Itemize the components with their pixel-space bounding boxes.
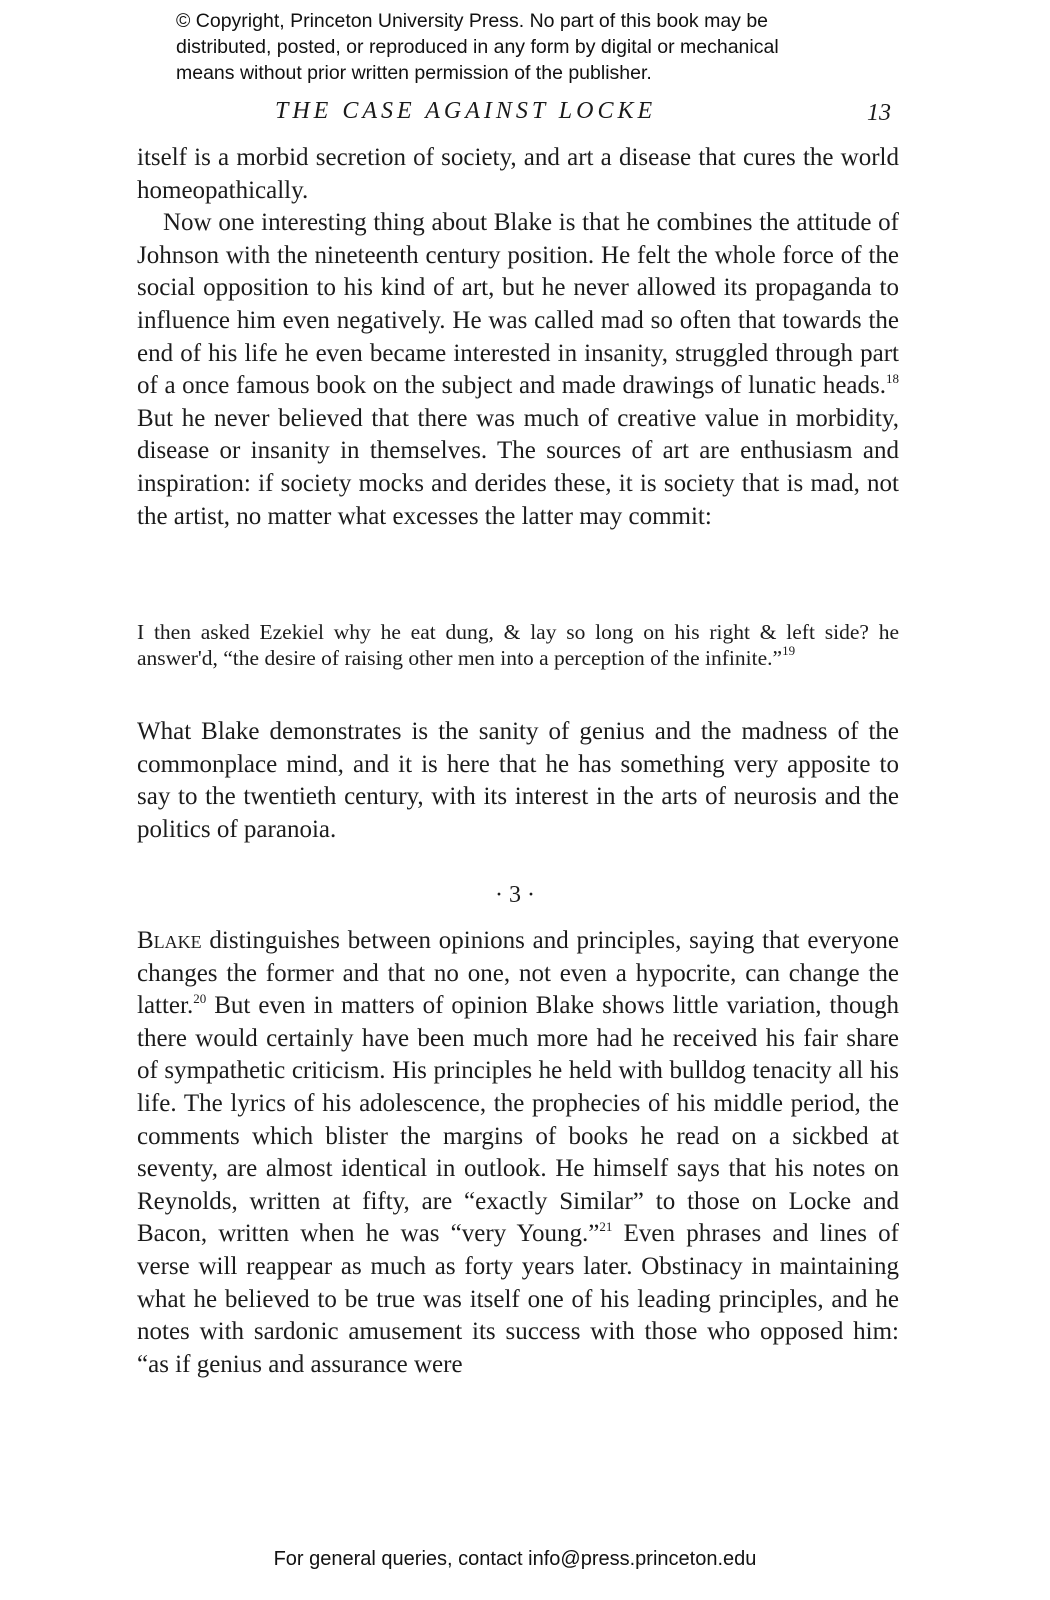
- footnote-ref: 21: [599, 1219, 613, 1235]
- body-text-middle: [137, 716, 899, 846]
- page-number: 13: [867, 100, 891, 126]
- paragraph-text: itself is a morbid secretion of society, and art a disease that cures the world homeopathically.: [137, 144, 899, 204]
- block-quote: [137, 620, 899, 671]
- paragraph-text: Now one interesting thing about Blake is that he combines the attitude of Johnson with the nineteenth century position. He felt the whole force of the social opposition to his kind of art, but he never allowed its propaganda to influence him even negatively. He was called mad so often that towards the end of his life he even became interested in insanity, struggled through part of a once famous book on the subject and made drawings of lunatic heads.: [137, 209, 899, 400]
- paragraph-text: distinguishes between opinions and principles, saying that everyone changes the former and that no one, not even a hypocrite, can change the latter.: [137, 927, 899, 1020]
- paragraph-text: But even in matters of opinion Blake shows little variation, though there would certainly have been much more had he received his fair share of sympathetic criticism. His principles he held with bulldog tenacity all his life. The lyrics of his adolescence, the prophecies of his middle period, the comments which blister the margins of books he read on a sickbed at seventy, are almost identical in outlook. He himself says that his notes on Reynolds, written at fifty, are “exactly Similar” to those on Locke and Bacon, written when he was “very Young.”: [137, 992, 899, 1248]
- body-text-top: [137, 142, 899, 533]
- quote-text: I then asked Ezekiel why he eat dung, & lay so long on his right & left side? he answer'd, “the desire of raising other men into a perception of the infinite.”: [137, 620, 899, 670]
- paragraph-continuation: [137, 142, 899, 207]
- section-number: · 3 ·: [495, 882, 535, 908]
- body-text-bottom: [137, 925, 899, 1381]
- paragraph-text: Even phrases and lines of verse will reappear as much as forty years later. Obstinacy in maintaining what he believed to be true was itself one of his leading principles, and he notes with sardonic amusement its success with those who opposed him: “as if genius and assurance were: [137, 1220, 899, 1378]
- copyright-line: © Copyright, Princeton University Press. No part of this book may be: [176, 10, 769, 32]
- copyright-line: distributed, posted, or reproduced in any form by digital or mechanical: [176, 36, 779, 58]
- paragraph-opinions-principles: [137, 925, 899, 1381]
- copyright-line: means without prior written permission of the publisher.: [176, 62, 652, 84]
- footnote-ref: 20: [193, 991, 207, 1007]
- footnote-ref: 18: [886, 371, 899, 387]
- paragraph-text: But he never believed that there was much of creative value in morbidity, disease or insanity in themselves. The sources of art are enthusiasm and inspiration: if society mocks and derides these, it is society that is mad, not the artist, no matter what excesses the latter may commit:: [137, 404, 899, 530]
- running-head: [137, 98, 897, 128]
- lead-word: Blake: [137, 927, 202, 954]
- paragraph-sanity-of-genius: [137, 716, 899, 846]
- footnote-ref: 19: [782, 642, 796, 658]
- copyright-notice: [176, 8, 896, 86]
- running-title: THE CASE AGAINST LOCKE: [275, 98, 657, 124]
- paragraph-blake-johnson: [137, 207, 899, 533]
- paragraph-text: What Blake demonstrates is the sanity of genius and the madness of the commonplace mind, and it is here that he has something very apposite to say to the twentieth century, with its interest in the arts of neurosis and the politics of paranoia.: [137, 718, 899, 843]
- footer-contact: For general queries, contact info@press.princeton.edu: [273, 1548, 757, 1570]
